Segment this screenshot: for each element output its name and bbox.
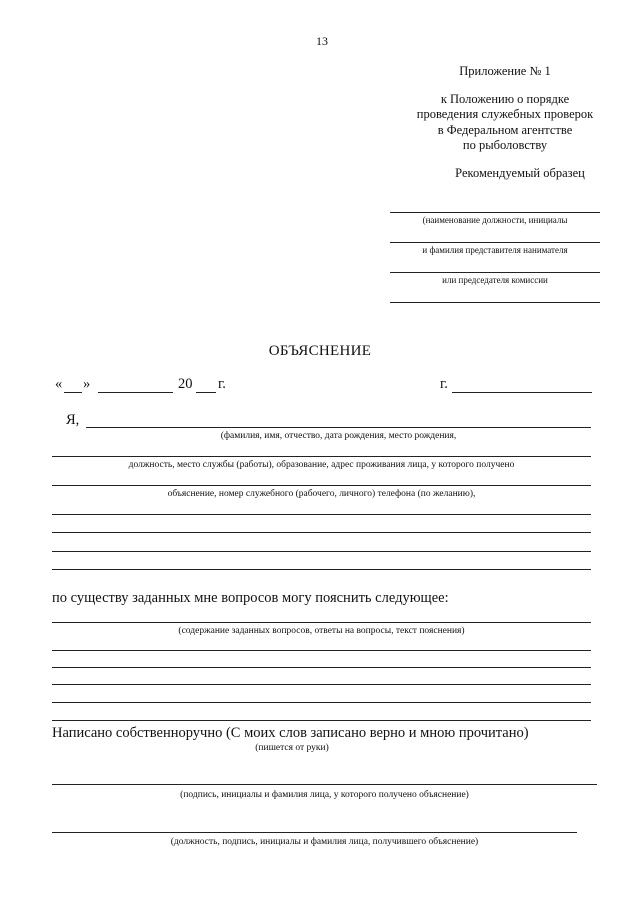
questions-intro: по существу заданных мне вопросов могу пояснить следующее: bbox=[52, 590, 449, 606]
addressee-line-3 bbox=[390, 272, 600, 273]
date-year-line bbox=[196, 392, 216, 393]
subject-signature-line bbox=[52, 784, 597, 785]
date-year-suffix: г. bbox=[218, 376, 226, 392]
document-title: ОБЪЯСНЕНИЕ bbox=[268, 343, 372, 359]
ya-label: Я, bbox=[66, 412, 80, 428]
date-month-line bbox=[98, 392, 173, 393]
addressee-line-4 bbox=[390, 302, 600, 303]
answers-line-4 bbox=[52, 684, 591, 685]
official-signature-line bbox=[52, 832, 577, 833]
subject-signature-hint: (подпись, инициалы и фамилия лица, у которого получено объяснение) bbox=[180, 790, 469, 800]
appendix-line-1: к Положению о порядке bbox=[440, 91, 570, 106]
appendix-line-2: проведения служебных проверок bbox=[416, 107, 594, 121]
handwritten-statement: Написано собственноручно (С моих слов записано верно и мною прочитано) bbox=[52, 725, 529, 741]
appendix-line-3: в Федеральном агентстве bbox=[437, 122, 573, 137]
blank-line-1 bbox=[52, 514, 591, 515]
city-prefix: г. bbox=[440, 376, 448, 392]
person-line-1 bbox=[86, 427, 591, 428]
page-number: 13 bbox=[316, 34, 328, 48]
appendix-number: Приложение № 1 bbox=[459, 64, 551, 78]
handwritten-hint: (пишется от руки) bbox=[255, 743, 329, 753]
date-year-prefix: 20 bbox=[178, 376, 193, 392]
blank-line-3 bbox=[52, 551, 591, 552]
answers-line-5 bbox=[52, 702, 591, 703]
answers-line-2 bbox=[52, 650, 591, 651]
date-close-quote: » bbox=[83, 376, 91, 392]
person-hint-3: объяснение, номер служебного (рабочего, личного) телефона (по желанию), bbox=[167, 489, 476, 499]
answers-line-6 bbox=[52, 720, 591, 721]
addressee-line-2 bbox=[390, 242, 600, 243]
city-line bbox=[452, 392, 592, 393]
answers-line-1 bbox=[52, 622, 591, 623]
questions-hint: (содержание заданных вопросов, ответы на вопросы, текст пояснения) bbox=[178, 626, 465, 636]
date-day-line bbox=[64, 392, 82, 393]
addressee-line-1 bbox=[390, 212, 600, 213]
person-hint-1: (фамилия, имя, отчество, дата рождения, место рождения, bbox=[220, 431, 457, 441]
sample-note: Рекомендуемый образец bbox=[455, 166, 585, 180]
addressee-hint-1: (наименование должности, инициалы bbox=[422, 215, 568, 225]
appendix-line-4: по рыболовству bbox=[462, 138, 548, 152]
addressee-hint-3: или председателя комиссии bbox=[442, 275, 548, 285]
blank-line-2 bbox=[52, 532, 591, 533]
official-signature-hint: (должность, подпись, инициалы и фамилия лица, получившего объяснение) bbox=[170, 837, 479, 847]
person-line-2 bbox=[52, 456, 591, 457]
appendix-header bbox=[390, 64, 620, 154]
blank-line-4 bbox=[52, 569, 591, 570]
addressee-hint-2: и фамилия представителя нанимателя bbox=[422, 245, 568, 255]
person-hint-2: должность, место службы (работы), образование, адрес проживания лица, у которого получено bbox=[128, 460, 515, 470]
date-open-quote: « bbox=[55, 376, 63, 392]
answers-line-3 bbox=[52, 667, 591, 668]
person-line-3 bbox=[52, 485, 591, 486]
